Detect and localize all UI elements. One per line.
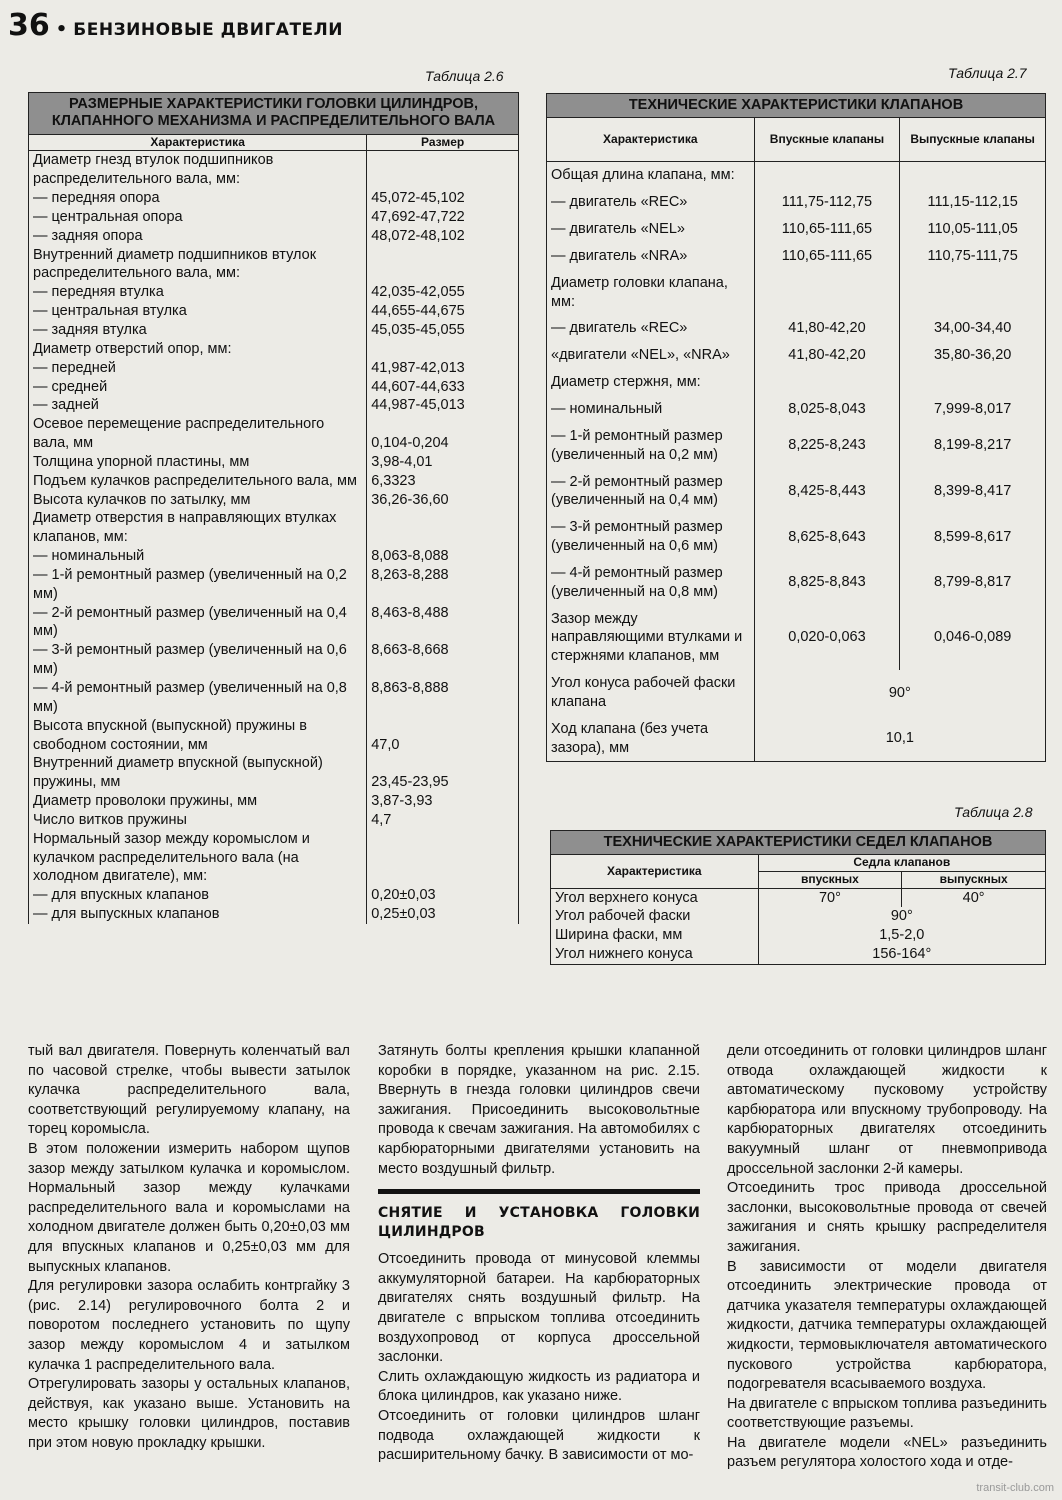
characteristic-cell: — центральная опора [29, 208, 367, 227]
table-row [29, 208, 519, 227]
paragraph: тый вал двигателя. Повернуть коленчатый вал по часовой стрелке, чтобы вывести затылок кулачка распределительного вала, соответствующий регулируемому клапану, на торец коромысла. [28, 1043, 350, 1138]
table-row [29, 302, 519, 321]
size-cell: 41,987-42,013 [367, 359, 519, 378]
table-row [547, 189, 1046, 216]
column-header-exhaust-seats: выпускных [902, 871, 1046, 888]
characteristic-cell: Диаметр гнезд втулок подшипников распределительного вала, мм: [29, 151, 367, 189]
paragraph: В этом положении измерить набором щупов зазор между затылком кулачка и коромыслом. Нормальный зазор между кулачками распределительного вала и коромыслами на холодном двигателе должен быть 0,20±0,03 мм для впускных клапанов и 0,25±0,03 мм для выпускных клапанов. [28, 1140, 350, 1275]
characteristic-cell: Угол рабочей фаски [551, 907, 759, 926]
characteristic-cell: Высота впускной (выпускной) пружины в свободном состоянии, мм [29, 717, 367, 755]
column-header-valve-seats: Седла клапанов [758, 855, 1045, 872]
table-row [547, 606, 1046, 671]
text-column-3 [727, 1042, 1047, 1473]
characteristic-cell: — передней [29, 359, 367, 378]
characteristic-cell: — 1-й ремонтный размер (увеличенный на 0,2 мм) [29, 566, 367, 604]
page-number: 36 [8, 8, 50, 43]
table-2-8-caption: Таблица 2.8 [954, 804, 1033, 820]
paragraph: Отрегулировать зазоры у остальных клапанов, действуя, как указано выше. Установить на место крышку головки цилиндров, поставив при этом новую прокладку крышки. [28, 1376, 350, 1451]
intake-value-cell: 8,825-8,843 [754, 560, 900, 606]
page-header [8, 8, 343, 48]
table-2-8-title: ТЕХНИЧЕСКИЕ ХАРАКТЕРИСТИКИ СЕДЕЛ КЛАПАНОВ [551, 831, 1046, 855]
intake-value-cell: 8,425-8,443 [754, 469, 900, 515]
exhaust-value-cell: 110,75-111,75 [900, 243, 1046, 270]
size-cell: 44,655-44,675 [367, 302, 519, 321]
characteristic-cell: Внутренний диаметр впускной (выпускной) пружины, мм [29, 754, 367, 792]
table-2-6-title: РАЗМЕРНЫЕ ХАРАКТЕРИСТИКИ ГОЛОВКИ ЦИЛИНДРОВ, КЛАПАННОГО МЕХАНИЗМА И РАСПРЕДЕЛИТЕЛЬНОГО ВАЛА [29, 93, 519, 135]
size-cell: 8,663-8,668 [367, 641, 519, 679]
exhaust-value-cell [900, 369, 1046, 396]
exhaust-value-cell: 8,599-8,617 [900, 514, 1046, 560]
characteristic-cell: «двигатели «NEL», «NRA» [547, 342, 755, 369]
characteristic-cell: Диаметр отверстия в направляющих втулках клапанов, мм: [29, 509, 367, 547]
size-cell: 36,26-36,60 [367, 491, 519, 510]
size-cell: 42,035-42,055 [367, 283, 519, 302]
size-cell: 47,0 [367, 717, 519, 755]
characteristic-cell: Ход клапана (без учета зазора), мм [547, 716, 755, 762]
merged-value-cell: 1,5-2,0 [758, 926, 1045, 945]
table-row [547, 670, 1046, 716]
size-cell [367, 509, 519, 547]
characteristic-cell: — двигатель «NEL» [547, 216, 755, 243]
paragraph: Для регулировки зазора ослабить контргайку 3 (рис. 2.14) регулировочного болта 2 и поворотом последнего установить по щупу зазор между коромыслом 4 и затылком кулачка 1 распределительного вала. [28, 1278, 350, 1373]
exhaust-value-cell: 8,399-8,417 [900, 469, 1046, 515]
characteristic-cell: Диаметр стержня, мм: [547, 369, 755, 396]
table-row [29, 378, 519, 397]
size-cell: 44,607-44,633 [367, 378, 519, 397]
header-separator: • [55, 19, 68, 40]
characteristic-cell: Общая длина клапана, мм: [547, 162, 755, 189]
size-cell: 4,7 [367, 811, 519, 830]
table-row [29, 415, 519, 453]
table-row [29, 509, 519, 547]
watermark: transit-club.com [976, 1482, 1054, 1494]
merged-value-cell: 156-164° [758, 945, 1045, 964]
characteristic-cell: Высота кулачков по затылку, мм [29, 491, 367, 510]
characteristic-cell: — 1-й ремонтный размер (увеличенный на 0,2 мм) [547, 423, 755, 469]
table-row [29, 321, 519, 340]
size-cell: 8,263-8,288 [367, 566, 519, 604]
size-cell: 45,072-45,102 [367, 189, 519, 208]
intake-seat-value-cell: 70° [758, 888, 902, 907]
size-cell [367, 246, 519, 284]
characteristic-cell: — двигатель «NRA» [547, 243, 755, 270]
table-row [547, 216, 1046, 243]
characteristic-cell: — для выпускных клапанов [29, 905, 367, 924]
merged-value-cell: 90° [754, 670, 1045, 716]
table-row [29, 566, 519, 604]
characteristic-cell: — 4-й ремонтный размер (увеличенный на 0,8 мм) [547, 560, 755, 606]
intake-value-cell: 110,65-111,65 [754, 216, 900, 243]
table-row [29, 754, 519, 792]
table-row [547, 342, 1046, 369]
table-row [29, 453, 519, 472]
exhaust-value-cell: 35,80-36,20 [900, 342, 1046, 369]
exhaust-value-cell: 111,15-112,15 [900, 189, 1046, 216]
characteristic-cell: — задняя опора [29, 227, 367, 246]
table-row [29, 359, 519, 378]
paragraph: На двигателе модели «NEL» разъединить разъем регулятора холостого хода и отде- [727, 1434, 1047, 1471]
exhaust-value-cell: 8,199-8,217 [900, 423, 1046, 469]
characteristic-cell: Внутренний диаметр подшипников втулок распределительного вала, мм: [29, 246, 367, 284]
column-header-intake-seats: впускных [758, 871, 902, 888]
characteristic-cell: Диаметр проволоки пружины, мм [29, 792, 367, 811]
characteristic-cell: Зазор между направляющими втулками и стержнями клапанов, мм [547, 606, 755, 671]
size-cell: 3,87-3,93 [367, 792, 519, 811]
characteristic-cell: Диаметр отверстий опор, мм: [29, 340, 367, 359]
size-cell: 0,25±0,03 [367, 905, 519, 924]
table-2-8 [550, 830, 1046, 965]
intake-value-cell: 111,75-112,75 [754, 189, 900, 216]
table-row [29, 396, 519, 415]
characteristic-cell: — номинальный [29, 547, 367, 566]
paragraph: На двигателе с впрыском топлива разъединить соответствующие разъемы. [727, 1395, 1047, 1432]
column-header-characteristic: Характеристика [551, 855, 759, 888]
table-row [551, 907, 1046, 926]
paragraph: В зависимости от модели двигателя отсоединить электрические провода от датчика указателя температуры охлаждающей жидкости, датчика температуры охлаждающей жидкости, термовыключателя автоматического пускового устройства карбюратора, подогревателя всасываемого воздуха. [727, 1258, 1047, 1393]
size-cell: 8,063-8,088 [367, 547, 519, 566]
characteristic-cell: — задней [29, 396, 367, 415]
characteristic-cell: — задняя втулка [29, 321, 367, 340]
characteristic-cell: Число витков пружины [29, 811, 367, 830]
table-row [551, 888, 1046, 907]
table-row [547, 560, 1046, 606]
size-cell: 48,072-48,102 [367, 227, 519, 246]
size-cell: 8,863-8,888 [367, 679, 519, 717]
table-row [29, 830, 519, 887]
intake-value-cell [754, 270, 900, 316]
table-2-6 [28, 92, 519, 924]
text-column-1 [28, 1042, 350, 1453]
intake-value-cell: 41,80-42,20 [754, 315, 900, 342]
table-row [29, 491, 519, 510]
characteristic-cell: Подъем кулачков распределительного вала, мм [29, 472, 367, 491]
size-cell: 23,45-23,95 [367, 754, 519, 792]
table-row [29, 227, 519, 246]
paragraph: Отсоединить провода от минусовой клеммы аккумуляторной батареи. На карбюраторных двигателях снять воздушный фильтр. На двигателе с впрыском топлива отсоединить воздухопровод от корпуса дроссельной заслонки. [378, 1251, 700, 1366]
table-row [547, 315, 1046, 342]
size-cell [367, 830, 519, 887]
intake-value-cell: 41,80-42,20 [754, 342, 900, 369]
merged-value-cell: 10,1 [754, 716, 1045, 762]
paragraph: Отсоединить от головки цилиндров шланг подвода охлаждающей жидкости к расширительному бачку. В зависимости от мо- [378, 1407, 700, 1464]
characteristic-cell: — центральная втулка [29, 302, 367, 321]
section-title: БЕНЗИНОВЫЕ ДВИГАТЕЛИ [73, 20, 344, 40]
size-cell: 8,463-8,488 [367, 604, 519, 642]
paragraph: дели отсоединить от головки цилиндров шланг отвода охлаждающей жидкости к автоматическому пусковому устройству карбюратора или впускному трубопроводу. На карбюраторных двигателях отсоединить вакуумный шланг от пневмопривода дроссельной заслонки 2-й камеры. [727, 1043, 1047, 1177]
intake-value-cell: 110,65-111,65 [754, 243, 900, 270]
table-row [547, 369, 1046, 396]
table-row [29, 340, 519, 359]
table-row [551, 926, 1046, 945]
table-row [29, 811, 519, 830]
characteristic-cell: — для впускных клапанов [29, 886, 367, 905]
characteristic-cell: Нормальный зазор между коромыслом и кулачком распределительного вала (на холодном двигателе), мм: [29, 830, 367, 887]
merged-value-cell: 90° [758, 907, 1045, 926]
characteristic-cell: Толщина упорной пластины, мм [29, 453, 367, 472]
characteristic-cell: — 2-й ремонтный размер (увеличенный на 0,4 мм) [547, 469, 755, 515]
intake-value-cell [754, 162, 900, 189]
characteristic-cell: — средней [29, 378, 367, 397]
characteristic-cell: Диаметр головки клапана, мм: [547, 270, 755, 316]
table-row [29, 886, 519, 905]
table-row [29, 283, 519, 302]
table-2-7 [546, 93, 1046, 762]
characteristic-cell: Угол конуса рабочей фаски клапана [547, 670, 755, 716]
size-cell [367, 340, 519, 359]
table-2-7-caption: Таблица 2.7 [948, 65, 1027, 81]
paragraph: Слить охлаждающую жидкость из радиатора и блока цилиндров, как указано ниже. [378, 1368, 700, 1405]
characteristic-cell: — 3-й ремонтный размер (увеличенный на 0,6 мм) [547, 514, 755, 560]
exhaust-value-cell: 110,05-111,05 [900, 216, 1046, 243]
characteristic-cell: Угол нижнего конуса [551, 945, 759, 964]
intake-value-cell: 8,625-8,643 [754, 514, 900, 560]
characteristic-cell: — передняя опора [29, 189, 367, 208]
exhaust-value-cell: 7,999-8,017 [900, 396, 1046, 423]
table-row [547, 514, 1046, 560]
table-row [547, 469, 1046, 515]
table-row [29, 604, 519, 642]
table-row [29, 679, 519, 717]
table-2-6-caption: Таблица 2.6 [425, 68, 504, 84]
characteristic-cell: — двигатель «REC» [547, 315, 755, 342]
characteristic-cell: — 3-й ремонтный размер (увеличенный на 0,6 мм) [29, 641, 367, 679]
table-row [29, 792, 519, 811]
intake-value-cell: 8,025-8,043 [754, 396, 900, 423]
column-header-size: Размер [367, 134, 519, 151]
paragraph: Отсоединить трос привода дроссельной заслонки, высоковольтные провода от свечей зажигания и снять крышку распределителя зажигания. [727, 1180, 1047, 1255]
size-cell: 0,104-0,204 [367, 415, 519, 453]
table-row [547, 396, 1046, 423]
exhaust-value-cell: 8,799-8,817 [900, 560, 1046, 606]
characteristic-cell: Осевое перемещение распределительного вала, мм [29, 415, 367, 453]
table-row [547, 423, 1046, 469]
table-row [29, 246, 519, 284]
size-cell: 0,20±0,03 [367, 886, 519, 905]
size-cell [367, 151, 519, 189]
text-column-2 [378, 1042, 700, 1466]
intake-value-cell: 0,020-0,063 [754, 606, 900, 671]
column-header-exhaust-valves: Выпускные клапаны [900, 118, 1046, 162]
exhaust-seat-value-cell: 40° [902, 888, 1046, 907]
table-row [29, 717, 519, 755]
paragraph: Затянуть болты крепления крышки клапанной коробки в порядке, указанном на рис. 2.15. Ввернуть в гнезда головки цилиндров свечи зажигания. Присоединить высоковольтные провода к свечам зажигания. На автомобилях с карбюраторными двигателями установить на место воздушный фильтр. [378, 1043, 700, 1177]
table-row [547, 162, 1046, 189]
size-cell: 44,987-45,013 [367, 396, 519, 415]
size-cell: 3,98-4,01 [367, 453, 519, 472]
table-row [29, 472, 519, 491]
characteristic-cell: — двигатель «REC» [547, 189, 755, 216]
exhaust-value-cell [900, 270, 1046, 316]
characteristic-cell: — передняя втулка [29, 283, 367, 302]
table-row [29, 547, 519, 566]
table-row [29, 641, 519, 679]
exhaust-value-cell: 0,046-0,089 [900, 606, 1046, 671]
table-row [29, 151, 519, 189]
table-row [29, 905, 519, 924]
size-cell: 45,035-45,055 [367, 321, 519, 340]
characteristic-cell: — 2-й ремонтный размер (увеличенный на 0,4 мм) [29, 604, 367, 642]
characteristic-cell: Угол верхнего конуса [551, 888, 759, 907]
table-2-7-title: ТЕХНИЧЕСКИЕ ХАРАКТЕРИСТИКИ КЛАПАНОВ [547, 94, 1046, 118]
column-header-characteristic: Характеристика [29, 134, 367, 151]
size-cell: 47,692-47,722 [367, 208, 519, 227]
intake-value-cell [754, 369, 900, 396]
column-header-intake-valves: Впускные клапаны [754, 118, 900, 162]
size-cell: 6,3323 [367, 472, 519, 491]
exhaust-value-cell [900, 162, 1046, 189]
characteristic-cell: — номинальный [547, 396, 755, 423]
table-row [547, 716, 1046, 762]
characteristic-cell: — 4-й ремонтный размер (увеличенный на 0,8 мм) [29, 679, 367, 717]
table-row [547, 270, 1046, 316]
exhaust-value-cell: 34,00-34,40 [900, 315, 1046, 342]
intake-value-cell: 8,225-8,243 [754, 423, 900, 469]
table-row [29, 189, 519, 208]
column-header-characteristic: Характеристика [547, 118, 755, 162]
table-row [551, 945, 1046, 964]
table-row [547, 243, 1046, 270]
section-heading-cylinder-head-removal: СНЯТИЕ И УСТАНОВКА ГОЛОВКИ ЦИЛИНДРОВ [378, 1189, 700, 1242]
characteristic-cell: Ширина фаски, мм [551, 926, 759, 945]
